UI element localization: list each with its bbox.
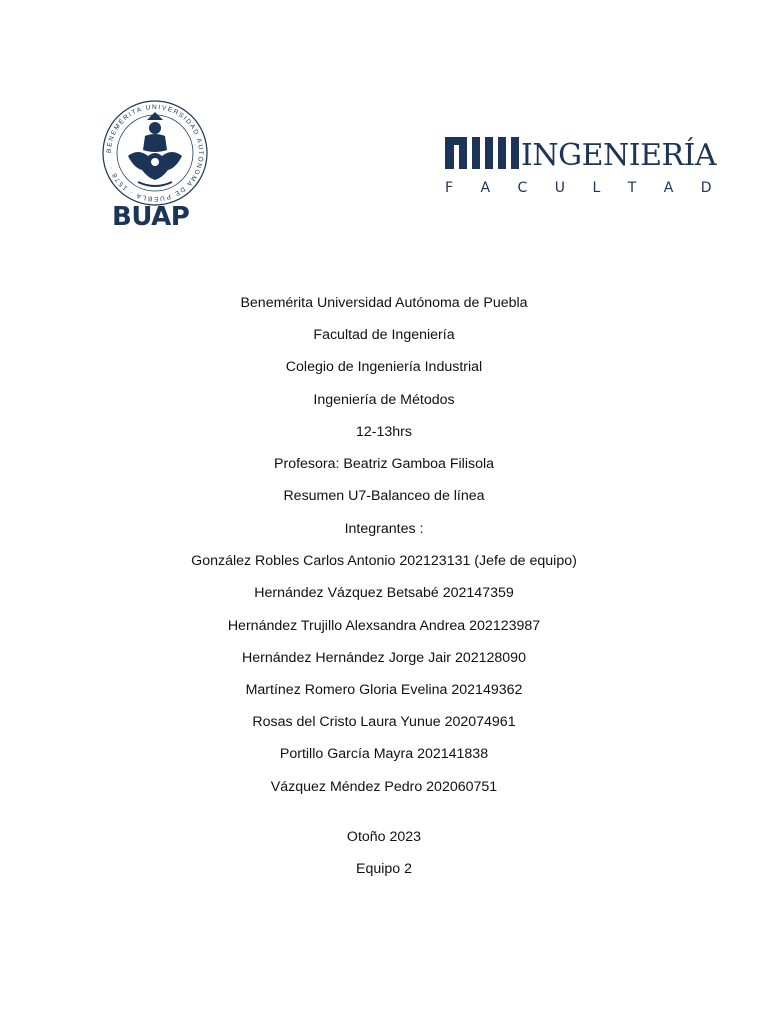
member-name: Martínez Romero Gloria Evelina 202149362 <box>245 682 523 698</box>
course-name: Ingeniería de Métodos <box>313 392 455 408</box>
member-name: Hernández Vázquez Betsabé 202147359 <box>254 585 514 601</box>
professor: Profesora: Beatriz Gamboa Filisola <box>274 456 494 472</box>
member-name: González Robles Carlos Antonio 202123131 (Jefe de equipo) <box>191 553 577 569</box>
member-name: Vázquez Méndez Pedro 202060751 <box>270 779 498 795</box>
member-name: Hernández Hernández Jorge Jair 202128090 <box>242 650 526 666</box>
term: Otoño 2023 <box>346 829 422 845</box>
buap-logo <box>98 98 213 238</box>
college-name: Colegio de Ingeniería Industrial <box>285 359 483 375</box>
ingenieria-logo <box>445 132 724 202</box>
ingenieria-wordmark: INGENIERÍA <box>521 138 717 173</box>
member-name: Rosas del Cristo Laura Yunue 202074961 <box>252 714 516 730</box>
members-heading: Integrantes : <box>344 521 424 537</box>
member-name: Hernández Trujillo Alexsandra Andrea 202123987 <box>227 618 541 634</box>
seal-ring-text: BENEMÉRITA UNIVERSIDAD AUTÓNOMA DE PUEBLA · 1578 · <box>105 103 205 203</box>
team-name: Equipo 2 <box>355 861 412 877</box>
member-name: Portillo García Mayra 202141838 <box>279 746 489 762</box>
schedule: 12-13hrs <box>356 424 412 440</box>
university-name: Benemérita Universidad Autónoma de Puebla <box>240 295 528 311</box>
buap-wordmark: BUAP <box>112 202 190 232</box>
assignment-title: Resumen U7-Balanceo de línea <box>283 488 485 504</box>
faculty-name: Facultad de Ingeniería <box>313 327 455 343</box>
facultad-wordmark: F A C U L T A D <box>445 180 724 196</box>
